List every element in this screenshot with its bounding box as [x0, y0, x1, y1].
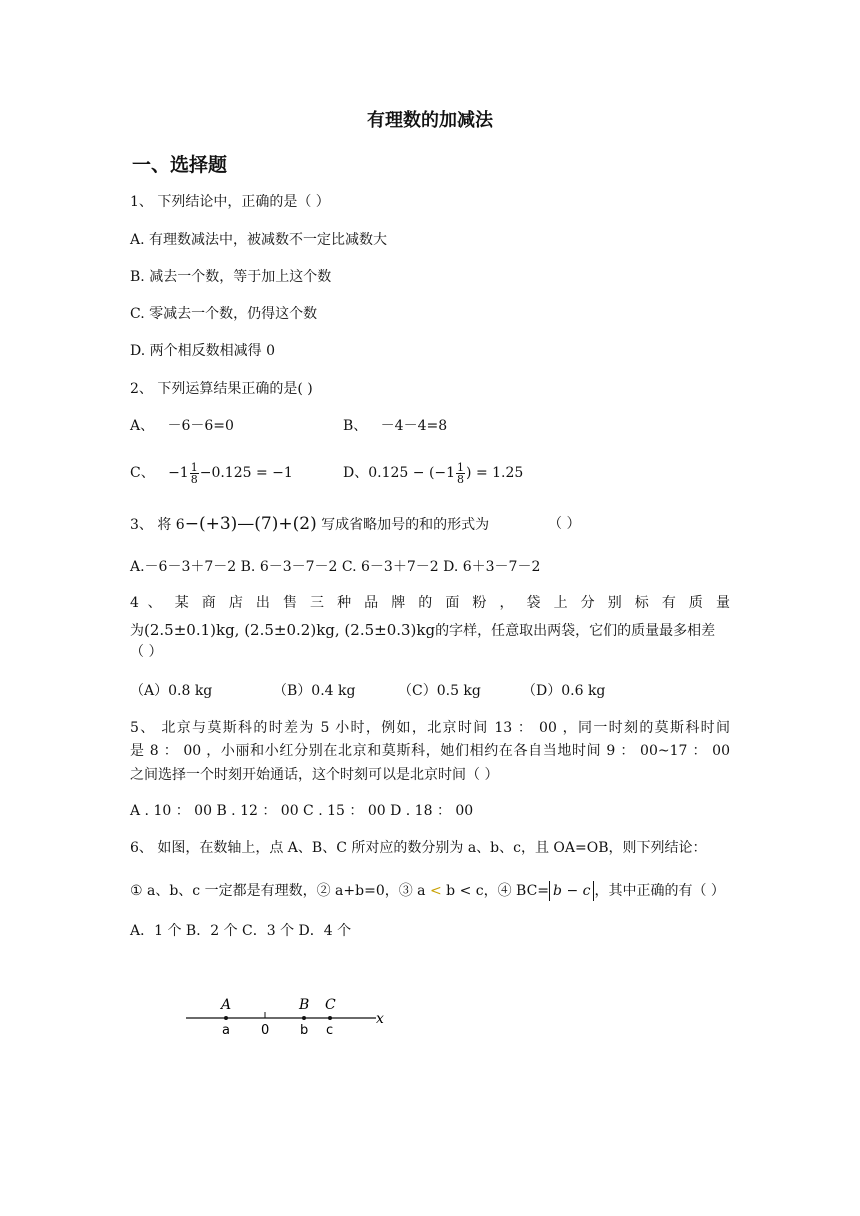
q1-option-d: D. 两个相反数相减得 0 [130, 343, 275, 359]
q3-stem [130, 513, 489, 536]
page-title: 有理数的加减法 [367, 110, 493, 131]
section-heading: 一、选择题 [132, 154, 228, 176]
q6-cond-post: ，其中正确的有（ ） [594, 883, 725, 899]
q1-option-a: A. 有理数减法中，被减数不一定比减数大 [130, 232, 388, 248]
axis-label-x: x [376, 1011, 384, 1027]
q6-options: A．1 个 B．2 个 C．3 个 D．4 个 [130, 923, 352, 939]
label-B: B [299, 997, 310, 1013]
label-b: b [300, 1023, 309, 1038]
q6-less-than-sign: < [429, 883, 442, 899]
q2-option-a [130, 417, 234, 435]
q3-options: A.－6－3＋7－2 B. 6－3－7－2 C. 6－3＋7－2 D. 6＋3－7－2 [130, 559, 541, 575]
q2-stem: 2、 下列运算结果正确的是( ) [130, 381, 313, 397]
q5-line-3: 之间选择一个时刻开始通话，这个时刻可以是北京时间（ ） [130, 767, 499, 783]
q6-conditions [130, 880, 725, 902]
q2-option-c-post: −0.125 = −1 [199, 465, 293, 481]
q2-option-c-label: C、 [130, 465, 155, 481]
q4-line-2-pre: 为 [130, 623, 144, 639]
q5-line-1: 5、 北京与莫斯科的时差为 5 小时，例如，北京时间 13 ： 00 ，同一时刻的莫斯科时间 [130, 720, 730, 736]
q6-cond-pre: ① a、b、c 一定都是有理数，② a+b=0，③ a [130, 883, 430, 899]
q3-stem-pre: 3、 将 6 [130, 517, 185, 533]
q2-option-b [343, 417, 447, 435]
point-b-dot [302, 1016, 306, 1020]
q2-option-b-expr: －4－4=8 [380, 418, 448, 434]
q6-cond-mid: b < c，④ BC= [441, 883, 550, 899]
q2-option-c [130, 460, 293, 486]
fraction-denominator: 8 [457, 472, 465, 486]
number-line-figure [180, 990, 400, 1040]
q3-stem-post: 写成省略加号的和的形式为 [316, 517, 490, 533]
q4-option-b: （B）0.4 kg [273, 683, 356, 699]
label-zero: 0 [261, 1023, 270, 1038]
q2-option-d-label: D、 [343, 465, 369, 481]
label-C: C [325, 997, 336, 1013]
label-a: a [222, 1023, 230, 1038]
q4-line-2-post: 的字样，任意取出两袋，它们的质量最多相差 [435, 623, 716, 639]
q6-stem: 6、 如图，在数轴上，点 A、B、C 所对应的数分别为 a、b、c，且 OA=OB，则下列结论： [130, 840, 707, 856]
point-c-dot [328, 1016, 332, 1020]
q2-option-b-label: B、 [343, 418, 368, 434]
q4-option-c: （C）0.5 kg [398, 683, 481, 699]
q1-option-b: B. 减去一个数，等于加上这个数 [130, 269, 332, 285]
q2-option-c-pre: −1 [168, 465, 189, 481]
q2-option-d [343, 460, 523, 486]
q4-option-d: （D）0.6 kg [522, 683, 606, 699]
fraction-denominator: 8 [190, 472, 198, 486]
q5-line-2: 是 8 ： 00 ，小丽和小红分别在北京和莫斯科，她们相约在各自当地时间 9 ： 00~17 ： 00 [130, 743, 730, 759]
q2-option-d-post: ) = 1.25 [466, 465, 524, 481]
label-A: A [221, 997, 232, 1013]
q1-option-c: C. 零减去一个数，仍得这个数 [130, 306, 318, 322]
label-c: c [326, 1023, 334, 1038]
q2-option-d-pre: 0.125 − (−1 [368, 465, 456, 481]
q3-answer-blank: （ ） [548, 516, 581, 532]
q2-option-c-fraction [190, 462, 199, 485]
q4-answer-blank: （ ） [130, 644, 163, 660]
q2-option-a-label: A、 [130, 418, 155, 434]
q5-options: A . 10 ： 00 B . 12 ： 00 C . 15 ： 00 D . 18 ： 00 [130, 803, 474, 819]
q4-line-2 [130, 620, 715, 641]
q4-line-1: 4 、 某 商 店 出 售 三 种 品 牌 的 面 粉 ， 袋 上 分 别 标 有 质 量 [130, 595, 730, 611]
q2-option-a-expr: －6－6=0 [167, 418, 234, 434]
q3-term-2: —(7) [237, 514, 279, 534]
fraction-numerator: 1 [190, 460, 198, 474]
q3-term-3: +(2) [278, 514, 317, 534]
fraction-numerator: 1 [457, 460, 465, 474]
q3-term-1: −(+3) [184, 514, 238, 534]
q1-stem: 1、 下列结论中，正确的是（ ） [130, 194, 330, 210]
q4-option-a: （A）0.8 kg [130, 683, 213, 699]
q4-mass-expression: (2.5±0.1)kg, (2.5±0.2)kg, (2.5±0.3)kg [144, 621, 436, 639]
q2-option-d-fraction [456, 462, 465, 485]
q6-absolute-value: b − c [549, 881, 594, 901]
point-a-dot [224, 1016, 228, 1020]
